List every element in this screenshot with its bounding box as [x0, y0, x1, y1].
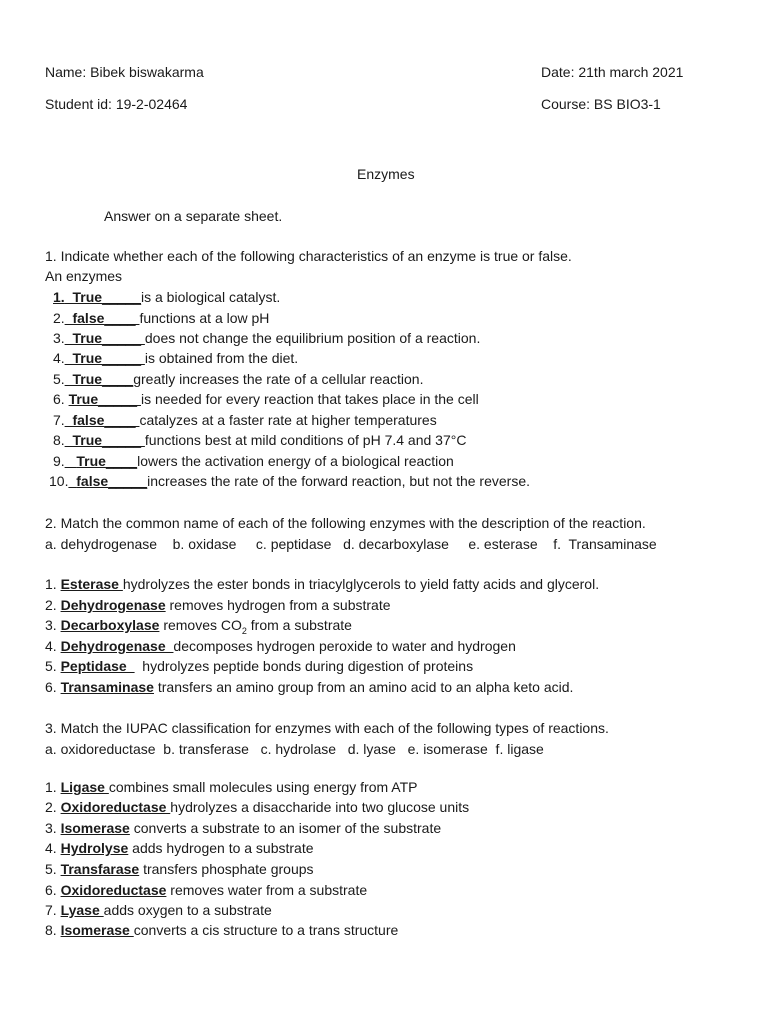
q3-item-number: 4. [45, 840, 57, 856]
q1-answer: True [68, 391, 99, 407]
q1-blank-post: _____ [102, 350, 145, 366]
q1-answer: True [72, 371, 103, 387]
q1-blank-pre: _ [64, 432, 73, 448]
q2-prompt: 2. Match the common name of each of the following enzymes with the description of the reaction. [45, 515, 646, 531]
q3-item [45, 839, 314, 857]
q2-answer: Esterase [60, 576, 123, 592]
q1-blank-post: ____ [105, 453, 138, 469]
q3-item [45, 860, 314, 878]
q1-answer: True [72, 289, 103, 305]
q2-item [45, 657, 473, 675]
q1-item [49, 472, 530, 490]
q2-item-number: 1. [45, 576, 57, 592]
q1-item [53, 390, 479, 408]
q1-blank-post: _____ [102, 330, 145, 346]
q1-item-number: 8. [53, 432, 65, 448]
date: Date: 21th march 2021 [541, 64, 684, 80]
q1-item [53, 288, 280, 306]
q2-answer: Peptidase_ [60, 658, 135, 674]
q3-description: transfers phosphate groups [143, 861, 314, 877]
q1-answer: false [72, 412, 105, 428]
q2-description: hydrolyzes the ester bonds in triacylglycerols to yield fatty acids and glycerol. [122, 576, 600, 592]
q3-item [45, 778, 417, 796]
page-title: Enzymes [357, 166, 415, 182]
q3-item-number: 2. [45, 799, 57, 815]
q1-blank-post: _____ [108, 473, 148, 489]
q1-statement: is obtained from the diet. [144, 350, 299, 366]
q3-description: adds oxygen to a substrate [103, 902, 272, 918]
q2-item-number: 2. [45, 597, 57, 613]
q3-item-number: 7. [45, 902, 57, 918]
q3-item-number: 3. [45, 820, 57, 836]
q2-answer: Transaminase [60, 679, 154, 695]
q3-answer: Isomerase [60, 820, 130, 836]
q1-blank-post: ____ [104, 310, 140, 326]
q1-item-number: 1. [53, 289, 65, 305]
q1-blank-post: ____ [102, 371, 134, 387]
q1-answer: false [76, 473, 109, 489]
q3-item-number: 1. [45, 779, 57, 795]
q1-item [53, 431, 466, 449]
q1-item [53, 452, 454, 470]
q1-blank-pre: _ [64, 350, 73, 366]
q1-item [53, 329, 480, 347]
q3-answer: Ligase [60, 779, 109, 795]
q1-blank-pre: _ [64, 371, 73, 387]
q2-item [45, 616, 352, 634]
q2-subscript: 2 [241, 625, 247, 636]
q3-prompt: 3. Match the IUPAC classification for enzymes with each of the following types of reactions. [45, 720, 609, 736]
q3-item [45, 881, 367, 899]
q1-blank-pre: _ [64, 330, 73, 346]
course: Course: BS BIO3-1 [541, 96, 661, 112]
q3-item [45, 901, 272, 919]
q1-blank-pre: _ [64, 453, 77, 469]
q3-description: adds hydrogen to a substrate [132, 840, 314, 856]
q1-statement: is needed for every reaction that takes place in the cell [140, 391, 479, 407]
q2-item-number: 4. [45, 638, 57, 654]
q1-blank-pre: _ [64, 289, 73, 305]
q1-item-number: 3. [53, 330, 65, 346]
q1-statement: is a biological catalyst. [141, 289, 281, 305]
q2-item-number: 3. [45, 617, 57, 633]
q1-item [53, 349, 298, 367]
q3-answer: Hydrolyse [60, 840, 129, 856]
q3-item-number: 6. [45, 882, 57, 898]
q2-description: hydrolyzes peptide bonds during digestion of proteins [134, 658, 474, 674]
q1-blank-pre: _ [68, 473, 77, 489]
q1-answer: True [72, 432, 103, 448]
q1-item-number: 2. [53, 310, 65, 326]
q1-answer: True [72, 350, 103, 366]
q3-description: hydrolyzes a disaccharide into two glucose units [170, 799, 470, 815]
q2-options: a. dehydrogenase b. oxidase c. peptidase d. decarboxylase e. esterase f. Transaminase [45, 536, 657, 552]
q1-item [53, 309, 269, 327]
q1-prompt: 1. Indicate whether each of the following characteristics of an enzyme is true or false. [45, 248, 572, 264]
q1-answer: True [76, 453, 106, 469]
q1-item-number: 5. [53, 371, 65, 387]
q2-description-end: from a substrate [246, 617, 352, 633]
q2-answer: Decarboxylase [60, 617, 160, 633]
q1-blank-post: _____ [98, 391, 141, 407]
q1-blank-pre: _ [64, 310, 73, 326]
q3-item [45, 819, 441, 837]
q2-item-number: 5. [45, 658, 57, 674]
q1-item-number: 4. [53, 350, 65, 366]
q3-answer: Oxidoreductase [60, 799, 171, 815]
q3-item-number: 8. [45, 922, 57, 938]
q3-item [45, 921, 398, 939]
q3-item [45, 798, 469, 816]
student-name: Name: Bibek biswakarma [45, 64, 204, 80]
instruction: Answer on a separate sheet. [104, 208, 283, 224]
q1-statement: functions best at mild conditions of pH 7.4 and 37°C [144, 432, 467, 448]
q1-answer: True [72, 330, 103, 346]
q1-statement: catalyzes at a faster rate at higher temperatures [139, 412, 437, 428]
q1-statement: increases the rate of the forward reaction, but not the reverse. [147, 473, 530, 489]
q3-description: combines small molecules using energy from ATP [108, 779, 418, 795]
q3-answer: Oxidoreductase [60, 882, 167, 898]
q2-item-number: 6. [45, 679, 57, 695]
q3-answer: Isomerase [60, 922, 134, 938]
q2-item [45, 637, 516, 655]
q1-statement: functions at a low pH [139, 310, 270, 326]
q1-item [53, 411, 437, 429]
q1-answer: false [72, 310, 105, 326]
q3-description: removes water from a substrate [170, 882, 368, 898]
q1-statement: greatly increases the rate of a cellular reaction. [133, 371, 424, 387]
q2-description: transfers an amino group from an amino acid to an alpha keto acid. [157, 679, 574, 695]
q3-options: a. oxidoreductase b. transferase c. hydrolase d. lyase e. isomerase f. ligase [45, 741, 544, 757]
q3-item-number: 5. [45, 861, 57, 877]
student-id: Student id: 19-2-02464 [45, 96, 188, 112]
q2-answer: Dehydrogenase [60, 597, 166, 613]
q1-item [53, 370, 423, 388]
q2-description: decomposes hydrogen peroxide to water and hydrogen [173, 638, 516, 654]
q1-item-number: 10. [49, 473, 69, 489]
q1-blank-post: _____ [102, 289, 141, 305]
q1-item-number: 9. [53, 453, 65, 469]
q2-description: removes CO [163, 617, 242, 633]
q3-answer: Lyase [60, 902, 104, 918]
q2-item [45, 678, 573, 696]
q3-description: converts a cis structure to a trans structure [133, 922, 399, 938]
q1-statement: lowers the activation energy of a biological reaction [137, 453, 454, 469]
q1-subtitle: An enzymes [45, 268, 123, 284]
q2-answer: Dehydrogenase_ [60, 638, 174, 654]
q1-blank-pre: _ [64, 412, 73, 428]
q1-blank-post: ____ [104, 412, 140, 428]
q1-item-number: 6. [53, 391, 65, 407]
q2-item [45, 575, 599, 593]
q2-item [45, 596, 391, 614]
q1-statement: does not change the equilibrium position of a reaction. [144, 330, 481, 346]
q3-description: converts a substrate to an isomer of the substrate [133, 820, 442, 836]
q1-blank-post: _____ [102, 432, 145, 448]
q2-description: removes hydrogen from a substrate [169, 597, 391, 613]
q3-answer: Transfarase [60, 861, 140, 877]
q1-item-number: 7. [53, 412, 65, 428]
